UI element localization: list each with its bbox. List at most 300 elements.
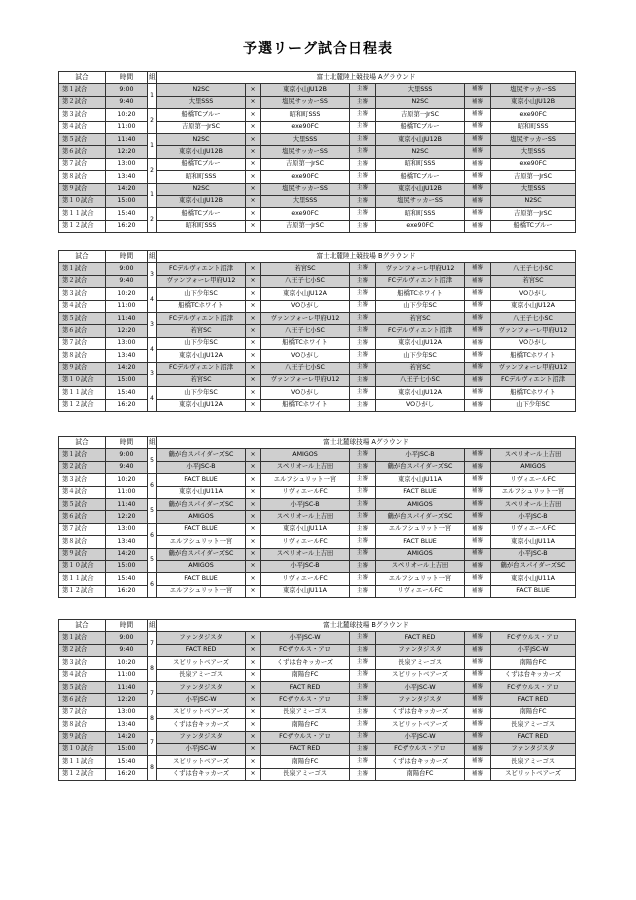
- match-time: 13:40: [106, 171, 148, 183]
- vs-mark: ×: [246, 158, 261, 170]
- match-time: 11:00: [106, 669, 148, 681]
- assistant-team: 東京小山JU12A: [491, 300, 576, 312]
- assistant-label: 補審: [465, 220, 491, 232]
- match-row: [59, 585, 576, 597]
- referee-label: 主審: [350, 548, 376, 560]
- match-row: [59, 325, 576, 337]
- home-team: エルフシュリット一宮: [157, 585, 246, 597]
- referee-team: ファンタジスタ: [376, 694, 465, 706]
- referee-team: N2SC: [376, 96, 465, 108]
- group-number: 5: [148, 498, 157, 523]
- vs-mark: ×: [246, 560, 261, 572]
- vs-mark: ×: [246, 220, 261, 232]
- away-team: 東京小山JU12B: [261, 84, 350, 96]
- match-number: 第９試合: [59, 183, 106, 195]
- away-team: スペリオール上吉田: [261, 548, 350, 560]
- referee-label: 主審: [350, 362, 376, 374]
- away-team: スペリオール上吉田: [261, 461, 350, 473]
- header-time: 時間: [106, 437, 148, 449]
- match-row: [59, 158, 576, 170]
- away-team: エルフシュリット一宮: [261, 474, 350, 486]
- assistant-label: 補審: [465, 486, 491, 498]
- assistant-label: 補審: [465, 275, 491, 287]
- referee-label: 主審: [350, 374, 376, 386]
- referee-team: 小平JSC-W: [376, 731, 465, 743]
- home-team: 小平JSC-W: [157, 694, 246, 706]
- vs-mark: ×: [246, 548, 261, 560]
- assistant-team: ヴァンフォーレ甲府U12: [491, 362, 576, 374]
- match-time: 16:20: [106, 220, 148, 232]
- match-time: 14:20: [106, 183, 148, 195]
- schedule-table: [58, 71, 576, 233]
- match-row: [59, 719, 576, 731]
- home-team: スピリットベアーズ: [157, 756, 246, 768]
- match-row: [59, 312, 576, 324]
- assistant-team: 八王子七小SC: [491, 263, 576, 275]
- referee-label: 主審: [350, 719, 376, 731]
- match-time: 16:20: [106, 768, 148, 780]
- away-team: 東京小山JU11A: [261, 585, 350, 597]
- home-team: 船橋TCブルー: [157, 158, 246, 170]
- away-team: 南陽台FC: [261, 756, 350, 768]
- referee-label: 主審: [350, 632, 376, 644]
- assistant-team: exe90FC: [491, 158, 576, 170]
- referee-team: スペリオール上吉田: [376, 560, 465, 572]
- assistant-team: VOひがし: [491, 337, 576, 349]
- home-team: FACT BLUE: [157, 474, 246, 486]
- match-row: [59, 195, 576, 207]
- vs-mark: ×: [246, 573, 261, 585]
- match-time: 11:40: [106, 312, 148, 324]
- match-number: 第４試合: [59, 486, 106, 498]
- group-number: 5: [148, 449, 157, 474]
- home-team: FACT RED: [157, 644, 246, 656]
- match-number: 第７試合: [59, 706, 106, 718]
- match-number: 第１０試合: [59, 195, 106, 207]
- home-team: 船橋TCブルー: [157, 109, 246, 121]
- match-row: [59, 731, 576, 743]
- assistant-team: 小平JSC-B: [491, 511, 576, 523]
- match-time: 13:00: [106, 706, 148, 718]
- assistant-label: 補審: [465, 350, 491, 362]
- assistant-label: 補審: [465, 84, 491, 96]
- referee-label: 主審: [350, 337, 376, 349]
- match-row: [59, 657, 576, 669]
- vs-mark: ×: [246, 449, 261, 461]
- match-time: 9:00: [106, 632, 148, 644]
- vs-mark: ×: [246, 523, 261, 535]
- referee-label: 主審: [350, 731, 376, 743]
- away-team: 大里SSS: [261, 195, 350, 207]
- match-row: [59, 461, 576, 473]
- assistant-label: 補審: [465, 312, 491, 324]
- match-row: [59, 523, 576, 535]
- assistant-label: 補審: [465, 719, 491, 731]
- match-time: 15:40: [106, 756, 148, 768]
- away-team: 船橋TCホワイト: [261, 337, 350, 349]
- home-team: 東京小山JU11A: [157, 486, 246, 498]
- referee-label: 主審: [350, 387, 376, 399]
- header-group: 組: [148, 437, 157, 449]
- match-row: [59, 350, 576, 362]
- group-number: 1: [148, 84, 157, 109]
- home-team: AMIGOS: [157, 560, 246, 572]
- match-number: 第１２試合: [59, 585, 106, 597]
- referee-team: 船橋TCブルー: [376, 121, 465, 133]
- group-number: 3: [148, 263, 157, 288]
- home-team: くずは台キッカーズ: [157, 719, 246, 731]
- group-number: 8: [148, 657, 157, 682]
- match-number: 第６試合: [59, 325, 106, 337]
- match-number: 第５試合: [59, 681, 106, 693]
- home-team: 若宮SC: [157, 325, 246, 337]
- assistant-label: 補審: [465, 183, 491, 195]
- away-team: 長泉アミーゴス: [261, 768, 350, 780]
- away-team: 東京小山JU12A: [261, 288, 350, 300]
- vs-mark: ×: [246, 719, 261, 731]
- away-team: リヴィエールFC: [261, 573, 350, 585]
- assistant-team: 若宮SC: [491, 275, 576, 287]
- match-row: [59, 449, 576, 461]
- referee-team: エルフシュリット一宮: [376, 573, 465, 585]
- match-number: 第４試合: [59, 300, 106, 312]
- home-team: 山下少年SC: [157, 337, 246, 349]
- match-number: 第２試合: [59, 461, 106, 473]
- group-number: 7: [148, 681, 157, 706]
- match-row: [59, 474, 576, 486]
- referee-label: 主審: [350, 171, 376, 183]
- referee-label: 主審: [350, 486, 376, 498]
- match-number: 第３試合: [59, 288, 106, 300]
- assistant-team: 昭和町SSS: [491, 121, 576, 133]
- match-row: [59, 109, 576, 121]
- group-number: 7: [148, 632, 157, 657]
- home-team: スピリットベアーズ: [157, 706, 246, 718]
- assistant-label: 補審: [465, 560, 491, 572]
- assistant-label: 補審: [465, 109, 491, 121]
- group-number: 2: [148, 208, 157, 233]
- away-team: 吉原第一JrSC: [261, 158, 350, 170]
- match-row: [59, 121, 576, 133]
- assistant-team: 船橋TCブルー: [491, 220, 576, 232]
- match-time: 12:20: [106, 511, 148, 523]
- referee-team: FCデルヴィエント沼津: [376, 275, 465, 287]
- group-number: 6: [148, 474, 157, 499]
- header-time: 時間: [106, 72, 148, 84]
- assistant-label: 補審: [465, 585, 491, 597]
- header-row: [59, 620, 576, 632]
- match-time: 13:40: [106, 350, 148, 362]
- match-time: 15:40: [106, 387, 148, 399]
- match-number: 第１２試合: [59, 768, 106, 780]
- assistant-label: 補審: [465, 743, 491, 755]
- assistant-label: 補審: [465, 498, 491, 510]
- referee-label: 主審: [350, 158, 376, 170]
- referee-label: 主審: [350, 585, 376, 597]
- away-team: 東京小山JU11A: [261, 523, 350, 535]
- match-time: 15:00: [106, 195, 148, 207]
- referee-team: 鶴が台スパイダーズSC: [376, 461, 465, 473]
- assistant-label: 補審: [465, 133, 491, 145]
- referee-label: 主審: [350, 96, 376, 108]
- referee-team: 南陽台FC: [376, 768, 465, 780]
- match-number: 第１１試合: [59, 387, 106, 399]
- match-time: 11:00: [106, 300, 148, 312]
- assistant-team: スピリットベアーズ: [491, 768, 576, 780]
- group-number: 3: [148, 362, 157, 387]
- header-time: 時間: [106, 251, 148, 263]
- assistant-label: 補審: [465, 511, 491, 523]
- referee-label: 主審: [350, 121, 376, 133]
- referee-team: FACT BLUE: [376, 486, 465, 498]
- match-row: [59, 768, 576, 780]
- match-number: 第１０試合: [59, 560, 106, 572]
- match-time: 14:20: [106, 731, 148, 743]
- referee-label: 主審: [350, 350, 376, 362]
- assistant-team: FACT RED: [491, 731, 576, 743]
- referee-label: 主審: [350, 669, 376, 681]
- home-team: FCデルヴィエント沼津: [157, 362, 246, 374]
- referee-team: 若宮SC: [376, 362, 465, 374]
- referee-team: 若宮SC: [376, 312, 465, 324]
- assistant-team: 小平JSC-B: [491, 548, 576, 560]
- home-team: 鶴が台スパイダーズSC: [157, 449, 246, 461]
- match-row: [59, 288, 576, 300]
- assistant-team: 八王子七小SC: [491, 312, 576, 324]
- assistant-label: 補審: [465, 657, 491, 669]
- home-team: FCデルヴィエント沼津: [157, 312, 246, 324]
- header-row: [59, 437, 576, 449]
- match-time: 14:20: [106, 362, 148, 374]
- match-time: 9:40: [106, 461, 148, 473]
- referee-team: 八王子七小SC: [376, 374, 465, 386]
- match-row: [59, 96, 576, 108]
- vs-mark: ×: [246, 263, 261, 275]
- home-team: スピリットベアーズ: [157, 657, 246, 669]
- vs-mark: ×: [246, 461, 261, 473]
- referee-label: 主審: [350, 195, 376, 207]
- assistant-team: エルフシュリット一宮: [491, 486, 576, 498]
- referee-team: リヴィエールFC: [376, 585, 465, 597]
- match-row: [59, 706, 576, 718]
- assistant-team: N2SC: [491, 195, 576, 207]
- match-time: 9:40: [106, 644, 148, 656]
- match-row: [59, 486, 576, 498]
- vs-mark: ×: [246, 288, 261, 300]
- match-time: 15:40: [106, 573, 148, 585]
- schedule-table: [58, 619, 576, 781]
- schedule-table: [58, 436, 576, 598]
- match-row: [59, 560, 576, 572]
- away-team: VOひがし: [261, 350, 350, 362]
- referee-label: 主審: [350, 768, 376, 780]
- referee-team: AMIGOS: [376, 498, 465, 510]
- home-team: 昭和町SSS: [157, 220, 246, 232]
- match-number: 第８試合: [59, 536, 106, 548]
- vs-mark: ×: [246, 350, 261, 362]
- match-row: [59, 644, 576, 656]
- match-number: 第８試合: [59, 719, 106, 731]
- home-team: ファンタジスタ: [157, 681, 246, 693]
- match-time: 11:40: [106, 133, 148, 145]
- match-row: [59, 133, 576, 145]
- assistant-team: 小平JSC-W: [491, 644, 576, 656]
- assistant-team: exe90FC: [491, 109, 576, 121]
- group-number: 8: [148, 706, 157, 731]
- vs-mark: ×: [246, 657, 261, 669]
- referee-label: 主審: [350, 706, 376, 718]
- home-team: N2SC: [157, 183, 246, 195]
- referee-team: ファンタジスタ: [376, 644, 465, 656]
- match-number: 第５試合: [59, 498, 106, 510]
- assistant-label: 補審: [465, 325, 491, 337]
- home-team: ファンタジスタ: [157, 731, 246, 743]
- home-team: 大里SSS: [157, 96, 246, 108]
- referee-team: 昭和町SSS: [376, 208, 465, 220]
- referee-label: 主審: [350, 183, 376, 195]
- match-number: 第７試合: [59, 158, 106, 170]
- assistant-team: 山下少年SC: [491, 399, 576, 411]
- match-row: [59, 183, 576, 195]
- away-team: FACT RED: [261, 743, 350, 755]
- referee-team: 東京小山JU12A: [376, 387, 465, 399]
- referee-label: 主審: [350, 743, 376, 755]
- assistant-label: 補審: [465, 399, 491, 411]
- assistant-team: 南陽台FC: [491, 657, 576, 669]
- assistant-label: 補審: [465, 632, 491, 644]
- assistant-team: リヴィエールFC: [491, 474, 576, 486]
- match-time: 11:00: [106, 486, 148, 498]
- away-team: スペリオール上吉田: [261, 511, 350, 523]
- assistant-team: リヴィエールFC: [491, 523, 576, 535]
- home-team: 東京小山JU12B: [157, 146, 246, 158]
- match-time: 10:20: [106, 288, 148, 300]
- assistant-label: 補審: [465, 300, 491, 312]
- referee-label: 主審: [350, 560, 376, 572]
- vs-mark: ×: [246, 498, 261, 510]
- assistant-label: 補審: [465, 694, 491, 706]
- group-number: 8: [148, 756, 157, 781]
- home-team: ファンタジスタ: [157, 632, 246, 644]
- home-team: FACT BLUE: [157, 523, 246, 535]
- assistant-label: 補審: [465, 731, 491, 743]
- away-team: AMIGOS: [261, 449, 350, 461]
- match-time: 14:20: [106, 548, 148, 560]
- match-row: [59, 694, 576, 706]
- away-team: FCザウルス・アロ: [261, 644, 350, 656]
- away-team: ヴァンフォーレ甲府U12: [261, 312, 350, 324]
- home-team: 長泉アミーゴス: [157, 669, 246, 681]
- referee-team: くずは台キッカーズ: [376, 706, 465, 718]
- vs-mark: ×: [246, 374, 261, 386]
- referee-label: 主審: [350, 399, 376, 411]
- group-number: 2: [148, 109, 157, 134]
- assistant-label: 補審: [465, 644, 491, 656]
- assistant-label: 補審: [465, 706, 491, 718]
- vs-mark: ×: [246, 585, 261, 597]
- away-team: くずは台キッカーズ: [261, 657, 350, 669]
- assistant-label: 補審: [465, 573, 491, 585]
- match-row: [59, 374, 576, 386]
- match-time: 12:20: [106, 146, 148, 158]
- match-number: 第１０試合: [59, 743, 106, 755]
- assistant-team: FACT RED: [491, 694, 576, 706]
- match-time: 12:20: [106, 694, 148, 706]
- home-team: くずは台キッカーズ: [157, 768, 246, 780]
- assistant-team: 吉原第一JrSC: [491, 208, 576, 220]
- match-number: 第１試合: [59, 449, 106, 461]
- match-row: [59, 300, 576, 312]
- assistant-team: FCデルヴィエント沼津: [491, 374, 576, 386]
- vs-mark: ×: [246, 362, 261, 374]
- vs-mark: ×: [246, 486, 261, 498]
- assistant-team: ヴァンフォーレ甲府U12: [491, 325, 576, 337]
- away-team: FACT RED: [261, 681, 350, 693]
- referee-team: 鶴が台スパイダーズSC: [376, 511, 465, 523]
- header-group: 組: [148, 251, 157, 263]
- match-number: 第３試合: [59, 657, 106, 669]
- venue-name: 富士北麓球技場 Aグラウンド: [157, 437, 576, 449]
- match-row: [59, 146, 576, 158]
- assistant-team: VOひがし: [491, 288, 576, 300]
- vs-mark: ×: [246, 756, 261, 768]
- referee-label: 主審: [350, 511, 376, 523]
- vs-mark: ×: [246, 768, 261, 780]
- referee-team: FCザウルス・アロ: [376, 743, 465, 755]
- match-number: 第７試合: [59, 523, 106, 535]
- match-row: [59, 171, 576, 183]
- referee-team: 船橋TCブルー: [376, 171, 465, 183]
- header-time: 時間: [106, 620, 148, 632]
- referee-label: 主審: [350, 449, 376, 461]
- referee-team: 東京小山JU12B: [376, 133, 465, 145]
- away-team: 吉原第一JrSC: [261, 220, 350, 232]
- vs-mark: ×: [246, 183, 261, 195]
- assistant-team: 長泉アミーゴス: [491, 756, 576, 768]
- header-match: 試合: [59, 437, 106, 449]
- assistant-team: スペリオール上吉田: [491, 498, 576, 510]
- away-team: 塩尻サッカーSS: [261, 96, 350, 108]
- assistant-team: 東京小山JU11A: [491, 536, 576, 548]
- home-team: 船橋TCブルー: [157, 208, 246, 220]
- vs-mark: ×: [246, 146, 261, 158]
- match-time: 9:40: [106, 275, 148, 287]
- assistant-team: 南陽台FC: [491, 706, 576, 718]
- assistant-team: 塩尻サッカーSS: [491, 133, 576, 145]
- home-team: 小平JSC-W: [157, 743, 246, 755]
- match-row: [59, 536, 576, 548]
- header-match: 試合: [59, 251, 106, 263]
- assistant-label: 補審: [465, 288, 491, 300]
- match-row: [59, 220, 576, 232]
- referee-label: 主審: [350, 498, 376, 510]
- vs-mark: ×: [246, 681, 261, 693]
- match-number: 第１１試合: [59, 208, 106, 220]
- referee-team: N2SC: [376, 146, 465, 158]
- assistant-label: 補審: [465, 121, 491, 133]
- match-number: 第９試合: [59, 731, 106, 743]
- referee-team: VOひがし: [376, 399, 465, 411]
- assistant-label: 補審: [465, 337, 491, 349]
- away-team: 塩尻サッカーSS: [261, 183, 350, 195]
- away-team: 小平JSC-B: [261, 498, 350, 510]
- home-team: N2SC: [157, 133, 246, 145]
- match-row: [59, 548, 576, 560]
- referee-team: exe90FC: [376, 220, 465, 232]
- away-team: exe90FC: [261, 121, 350, 133]
- page-title: 予選リーグ試合日程表: [243, 41, 393, 57]
- referee-label: 主審: [350, 694, 376, 706]
